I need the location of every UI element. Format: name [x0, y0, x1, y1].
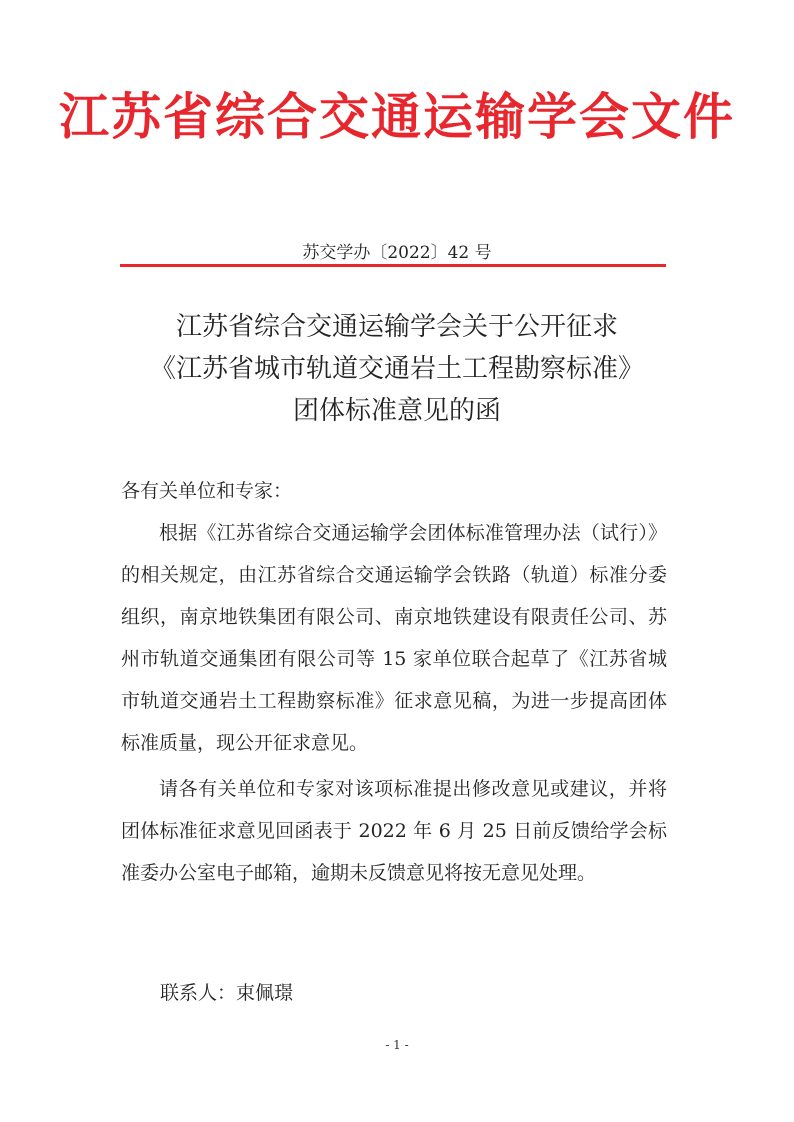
title-line-3: 团体标准意见的函 [292, 396, 501, 426]
letter-body [121, 470, 667, 894]
document-number: 苏交学办〔2022〕42 号 [302, 243, 492, 263]
greeting: 各有关单位和专家： [121, 480, 293, 502]
letter-title [0, 306, 794, 432]
title-line-2: 《江苏省城市轨道交通岩土工程勘察标准》 [149, 354, 644, 384]
paragraph-2: 请各有关单位和专家对该项标准提出修改意见或建议，并将团体标准征求意见回函表于 2022 年 6 月 25 日前反馈给学会标准委办公室电子邮箱，逾期未反馈意见将按无意见处理。 [121, 778, 667, 884]
red-divider-line [120, 264, 666, 267]
page-number: - 1 - [385, 1038, 409, 1052]
org-header-title: 江苏省综合交通运输学会文件 [59, 87, 735, 146]
contact-person: 联系人：束佩璟 [160, 982, 294, 1004]
paragraph-1: 根据《江苏省综合交通运输学会团体标准管理办法（试行）》的相关规定，由江苏省综合交通运输学会铁路（轨道）标准分委组织，南京地铁集团有限公司、南京地铁建设有限责任公司、苏州市轨道交通集团有限公司等 15 家单位联合起草了《江苏省城市轨道交通岩土工程勘察标准》征求意见稿，为进一步提高团体标准质量，现公开征求意见。 [121, 522, 667, 754]
title-line-1: 江苏省综合交通运输学会关于公开征求 [175, 312, 618, 342]
